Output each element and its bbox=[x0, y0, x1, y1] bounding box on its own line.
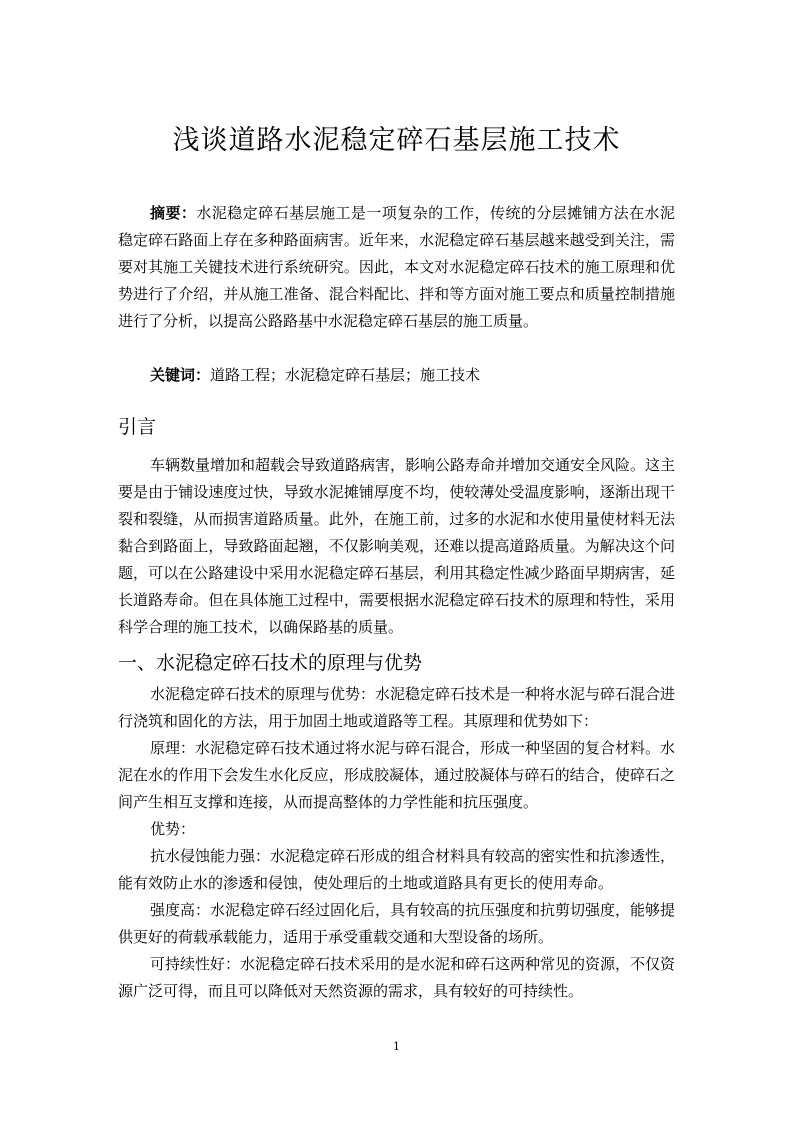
intro-heading: 引言 bbox=[118, 416, 157, 438]
section1-body bbox=[118, 681, 675, 1005]
section1-paragraph: 优势： bbox=[150, 820, 196, 838]
section1-paragraph: 抗水侵蚀能力强：水泥稳定碎石形成的组合材料具有较高的密实性和抗渗透性，能有效防止水的渗透和侵蚀，使处理后的土地或道路具有更长的使用寿命。 bbox=[118, 847, 676, 892]
section1-paragraph: 原理：水泥稳定碎石技术通过将水泥与碎石混合，形成一种坚固的复合材料。水泥在水的作用下会发生水化反应，形成胶凝体，通过胶凝体与碎石的结合，使碎石之间产生相互支撑和连接，从而提高整体的力学性能和抗压强度。 bbox=[118, 739, 676, 811]
section1-paragraph: 强度高：水泥稳定碎石经过固化后，具有较高的抗压强度和抗剪切强度，能够提供更好的荷载承载能力，适用于承受重载交通和大型设备的场所。 bbox=[118, 901, 676, 946]
keywords-text: 道路工程；水泥稳定碎石基层；施工技术 bbox=[210, 366, 481, 384]
section1-heading: 一、水泥稳定碎石技术的原理与优势 bbox=[118, 652, 423, 674]
keywords-label: 关键词： bbox=[150, 366, 211, 384]
paper-title: 浅谈道路水泥稳定碎石基层施工技术 bbox=[172, 125, 621, 156]
intro-text: 车辆数量增加和超载会导致道路病害，影响公路寿命并增加交通安全风险。这主要是由于铺设速度过快，导致水泥摊铺厚度不均，使较薄处受温度影响，逐渐出现干裂和裂缝，从而损害道路质量。此外，在施工前，过多的水泥和水使用量使材料无法黏合到路面上，导致路面起翘，不仅影响美观，还难以提高道路质量。为解决这个问题，可以在公路建设中采用水泥稳定碎石基层，利用其稳定性减少路面早期病害，延长道路寿命。但在具体施工过程中，需要根据水泥稳定碎石技术的原理和特性，采用科学合理的施工技术，以确保路基的质量。 bbox=[118, 456, 676, 636]
abstract-label: 摘要： bbox=[150, 204, 197, 222]
section1-paragraph: 可持续性好：水泥稳定碎石技术采用的是水泥和碎石这两种常见的资源，不仅资源广泛可得，而且可以降低对天然资源的需求，具有较好的可持续性。 bbox=[118, 955, 676, 1000]
section1-paragraph: 水泥稳定碎石技术的原理与优势：水泥稳定碎石技术是一种将水泥与碎石混合进行浇筑和固化的方法，用于加固土地或道路等工程。其原理和优势如下： bbox=[118, 685, 676, 730]
page-number: 1 bbox=[393, 1040, 400, 1053]
intro-paragraph bbox=[118, 452, 675, 641]
abstract-text: 水泥稳定碎石基层施工是一项复杂的工作，传统的分层摊铺方法在水泥稳定碎石路面上存在多种路面病害。近年来，水泥稳定碎石基层越来越受到关注，需要对其施工关键技术进行系统研究。因此，本文对水泥稳定碎石技术的施工原理和优势进行了介绍，并从施工准备、混合料配比、拌和等方面对施工要点和质量控制措施进行了分析，以提高公路路基中水泥稳定碎石基层的施工质量。 bbox=[118, 204, 675, 330]
abstract bbox=[118, 200, 675, 335]
keywords bbox=[118, 362, 675, 389]
